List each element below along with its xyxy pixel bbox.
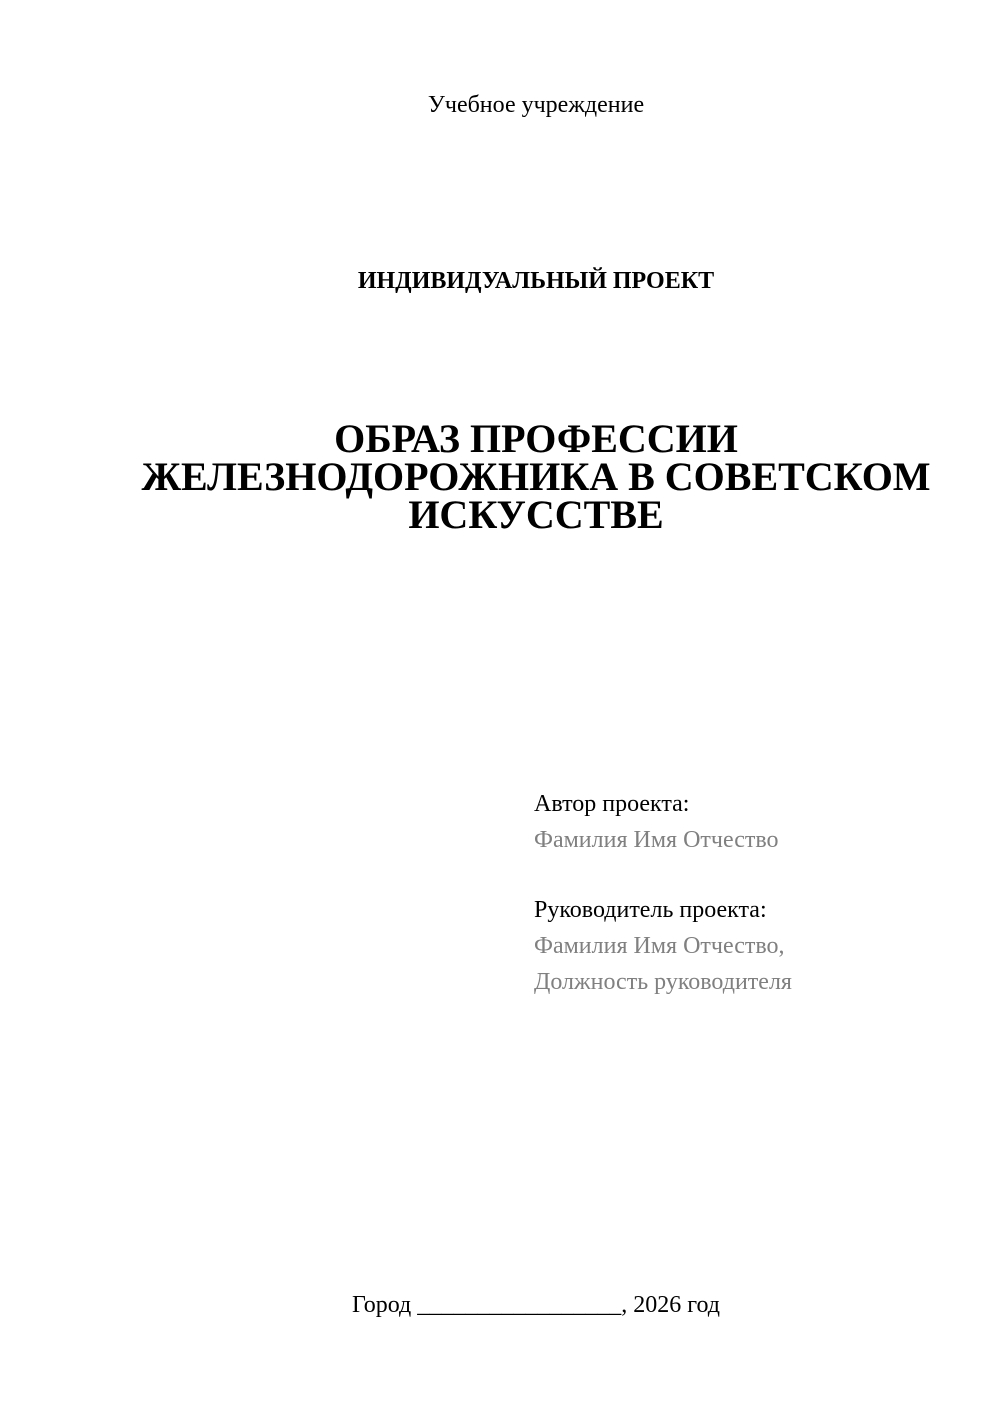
credits-block bbox=[534, 786, 974, 1000]
project-type-heading: ИНДИВИДУАЛЬНЫЙ ПРОЕКТ bbox=[357, 268, 715, 294]
city-year-line: Город _________________, 2026 год bbox=[351, 1292, 721, 1318]
author-label: Автор проекта: bbox=[534, 791, 690, 817]
supervisor-position: Должность руководителя bbox=[534, 969, 792, 995]
author-name: Фамилия Имя Отчество bbox=[534, 827, 779, 853]
institution-name: Учебное учреждение bbox=[427, 92, 645, 118]
project-title-line: ОБРАЗ ПРОФЕССИИ bbox=[334, 416, 738, 461]
project-title bbox=[36, 416, 1000, 537]
supervisor-label: Руководитель проекта: bbox=[534, 897, 767, 923]
supervisor-name: Фамилия Имя Отчество, bbox=[534, 933, 785, 959]
project-title-line: ЖЕЛЕЗНОДОРОЖНИКА В СОВЕТСКОМ bbox=[141, 454, 931, 499]
project-title-line: ИСКУССТВЕ bbox=[408, 492, 664, 537]
credits-spacer bbox=[534, 858, 974, 892]
